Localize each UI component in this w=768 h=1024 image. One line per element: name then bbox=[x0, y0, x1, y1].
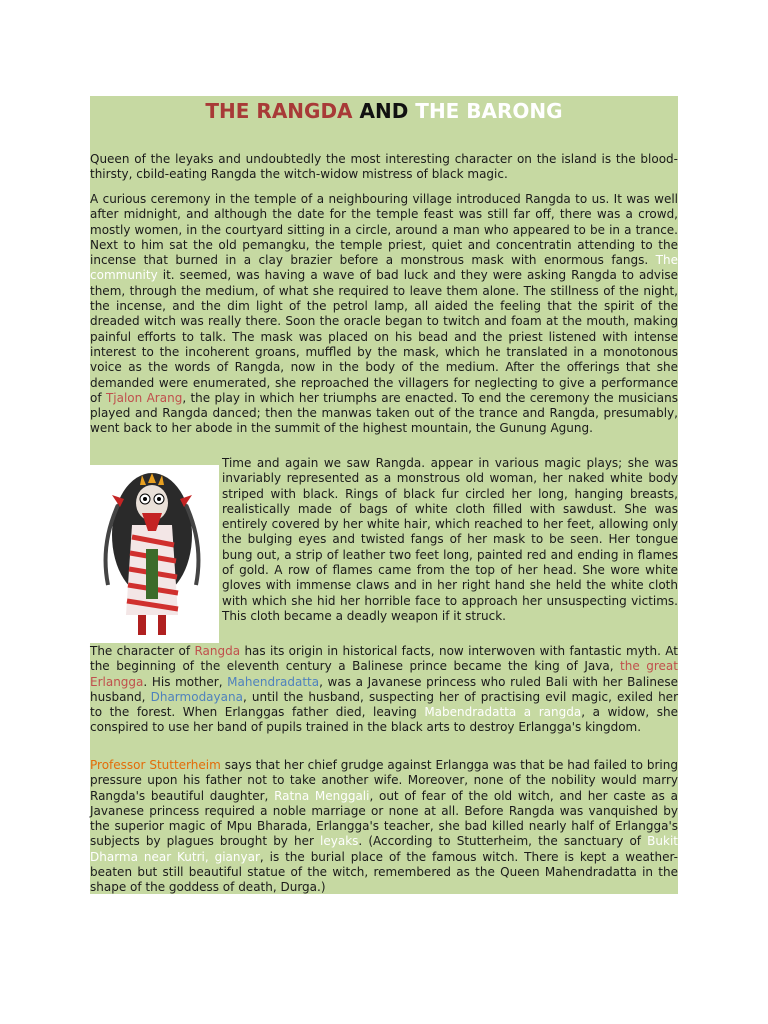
origin-text-a: The character of bbox=[90, 644, 191, 658]
document-page bbox=[90, 96, 678, 894]
ceremony-text-c: , the play in which her triumphs are enacted. To end the ceremony the musicians played and Rangda danced; then the manwas taken out of the trance and Rangda, presumably, went back to her abode in the summit of the highest mountain, the Gunung Agung. bbox=[90, 390, 678, 436]
stutterheim-text-d: , is the burial place of the famous witch. There is kept a weather-beaten but still beautiful statue of the witch, remembered as the Queen Mahendradatta in the shape of the goddess of death, Durga.) bbox=[90, 849, 678, 895]
link-tjalon-arang[interactable]: Tjalon Arang bbox=[105, 390, 183, 405]
link-leyaks[interactable]: leyaks bbox=[320, 834, 359, 849]
intro-text: Queen of the leyaks and undoubtedly the most interesting character on the island is the blood-thirsty, cbild-eating Rangda the witch-widow mistress of black magic. bbox=[90, 152, 678, 182]
link-bukit-dharma[interactable]: Bukit Dharma near Kutri, gianyar bbox=[90, 834, 678, 864]
link-professor-stutterheim[interactable]: Professor Stutterheim bbox=[90, 758, 221, 772]
link-ratna-menggali[interactable]: Ratna Menggali bbox=[274, 788, 370, 803]
rangda-illustration-icon bbox=[90, 465, 219, 643]
origin-text-d: , was a Javanese princess who ruled Bali with her Balinese husband, bbox=[90, 674, 678, 704]
origin-paragraph bbox=[90, 644, 678, 736]
stutterheim-text-b: , out of fear of the old witch, and her caste as a Javanese princess required a noble marriage or none at all. Before Rangda was vanquished by the superior magic of Mpu Bharada, Erlangga's teacher, she bad killed nearly half of Erlangga's subjects by plagues brought by her bbox=[90, 788, 678, 849]
origin-text-f: , a widow, she conspired to use her band of pupils trained in the black arts to destroy Erlangga's kingdom. bbox=[90, 705, 678, 735]
intro-paragraph bbox=[90, 152, 678, 183]
stutterheim-text-c: . (According to Stutterheim, the sanctuary of bbox=[358, 834, 642, 849]
stutterheim-paragraph bbox=[90, 758, 678, 896]
page-title bbox=[90, 99, 678, 123]
link-dharmodayana[interactable]: Dharmodayana bbox=[150, 689, 243, 704]
ceremony-text-a: A curious ceremony in the temple of a neighbouring village introduced Rangda to us. It was well after midnight, and although the date for the temple feast was still far off, there was a crowd, mostly women, in the courtyard sitting in a circle, around a man who appeared to be in a trance. Next to him sat the old pemangku, the temple priest, quiet and concentratin attending to the incense that burned in a clay brazier before a monstrous mask with enormous fangs. bbox=[90, 192, 678, 268]
origin-text-b: has its origin in historical facts, now interwoven with fantastic myth. At the beginning of the eleventh century a Balinese prince became the king of Java, bbox=[90, 644, 678, 674]
ceremony-paragraph bbox=[90, 192, 678, 437]
rangda-figure-image bbox=[90, 465, 219, 643]
link-rangda[interactable]: Rangda bbox=[194, 644, 241, 658]
title-part-barong: THE BARONG bbox=[415, 99, 563, 123]
ceremony-text-b: it. seemed, was having a wave of bad luck and they were asking Rangda to advise them, through the medium, of what she required to leave them alone. The stillness of the night, the incense, and the dim light of the petrol lamp, all aided the feeling that the spirit of the dreaded witch was really there. Soon the oracle began to twitch and foam at the mouth, making painful efforts to talk. The mask was placed on his bead and the priest listened with intense interest to the incoherent groans, muffled by the mask, which he translated in a monotonous voice as the words of Rangda, now in the body of the medium. After the offerings that she demanded were enumerated, she reproached the villagers for neglecting to give a performance of bbox=[90, 268, 678, 405]
origin-text-e: , until the husband, suspecting her of practising evil magic, exiled her to the forest. When Erlanggas father died, leaving bbox=[90, 689, 678, 720]
link-mahendradatta[interactable]: Mahendradatta bbox=[227, 674, 320, 689]
stutterheim-text-a: says that her chief grudge against Erlangga was that be had failed to bring pressure upon his father not to take another wife. Moreover, none of the nobility would marry Rangda's beautiful daughter, bbox=[90, 758, 678, 803]
appearance-paragraph bbox=[222, 456, 678, 624]
link-mabendradatta-a-rangda[interactable]: Mabendradatta a rangda bbox=[424, 705, 582, 720]
title-part-rangda: THE RANGDA bbox=[205, 99, 353, 123]
appearance-text: Time and again we saw Rangda. appear in various magic plays; she was invariably represented as a monstrous old woman, her naked white body striped with black. Rings of black fur circled her long, hanging breasts, realistically made of bags of white cloth filled with sawdust. She was entirely covered by her white hair, which reached to her feet, allowing only the bulging eyes and twisted fangs of her mask to be seen. Her tongue bung out, a strip of leather two feet long, painted red and ending in flames of gold. A row of flames came from the top of her head. She wore white gloves with immense claws and in her right hand she held the white cloth with which she hid her horrible face to approach her unsuspecting victims. This cloth became a deadly weapon if it struck. bbox=[222, 456, 678, 623]
origin-text-c: . His mother, bbox=[143, 674, 223, 689]
title-part-and: AND bbox=[359, 99, 409, 123]
link-the-great-erlangga[interactable]: the great Erlangga bbox=[90, 659, 678, 689]
link-the-community[interactable]: The community bbox=[90, 253, 678, 283]
